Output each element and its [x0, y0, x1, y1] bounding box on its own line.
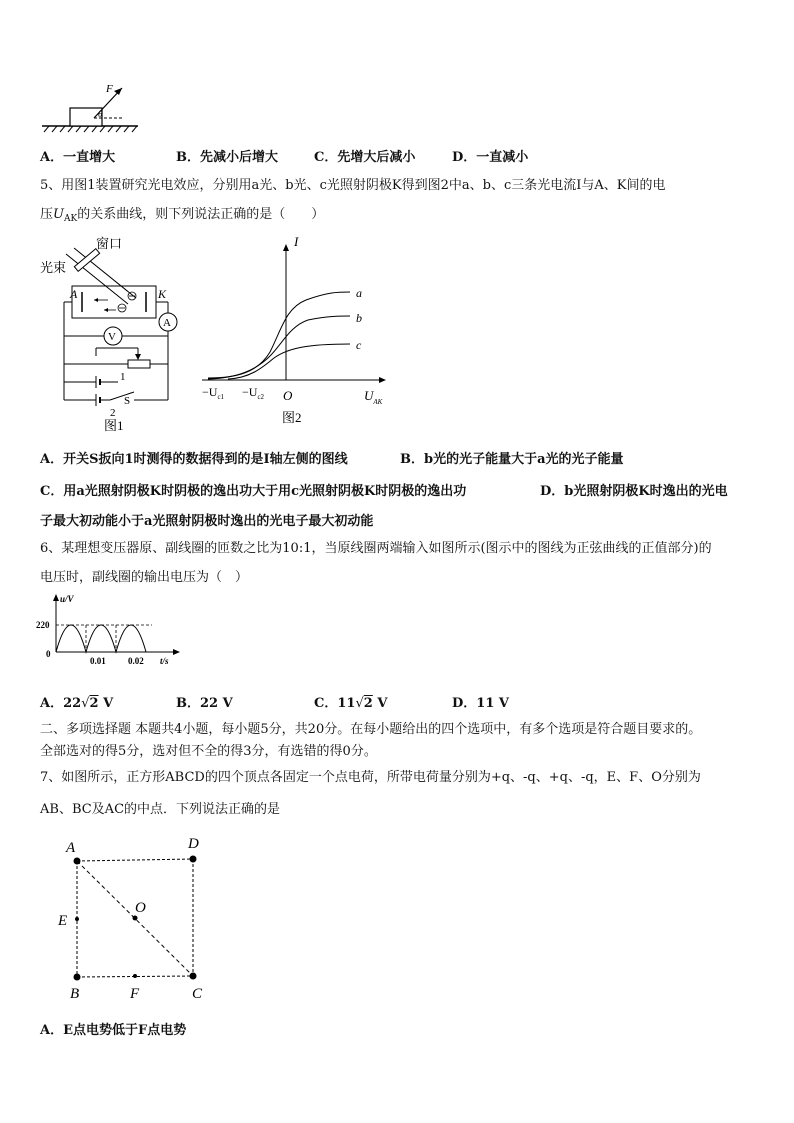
origin-label: O — [283, 388, 293, 403]
section2-instructions-line1: 二、多项选择题 本题共4小题，每小题5分，共20分。在每小题给出的四个选项中，有多个选项是符合题目要求的。 — [40, 722, 702, 737]
q5-option-d-line1: D．b光照射阴极K时逸出的光电 — [540, 484, 728, 499]
figure1-caption: 图1 — [104, 418, 124, 432]
charge-b — [74, 974, 81, 981]
q5-option-d-line2: 子最大初动能小于a光照射阴极时逸出的光电子最大初动能 — [40, 514, 374, 529]
q5-figure1-circuit — [38, 232, 188, 432]
q5-option-a: A．开关S扳向1时测得的数据得到的是I轴左侧的图线 — [40, 452, 348, 467]
switch-pos1-label: 1 — [120, 371, 126, 383]
q6-x2: 0.02 — [128, 656, 144, 666]
section2-instructions-line2: 全部选对的得5分，选对但不全的得3分，有选错的得0分。 — [40, 744, 377, 759]
q6-xlabel: t/s — [160, 656, 169, 666]
q5-stem-line1: 5、用图1装置研究光电效应，分别用a光、b光、c光照射阴极K得到图2中a、b、c三条光电流I与A、K间的电 — [40, 178, 666, 193]
q4-option-a: A．一直增大 — [40, 150, 116, 165]
uak-axis-label: $U_{AK}$ — [364, 388, 383, 406]
uc2-label: $-U_{c2}$ — [242, 385, 265, 401]
q6-rectified-sine — [56, 625, 146, 652]
q7-square-figure — [50, 832, 220, 1008]
point-o — [133, 916, 138, 921]
q5-option-c: C．用a光照射阴极K时阴极的逸出功大于用c光照射阴极K时阴极的逸出功 — [40, 484, 467, 499]
switch-label: S — [124, 395, 131, 407]
q4-option-b: B．先减小后增大 — [176, 150, 278, 165]
charge-d — [190, 856, 197, 863]
q7-stem-line1: 7、如图所示，正方形ABCD的四个顶点各固定一个点电荷，所带电荷量分别为+q、-q、+q、-q，E、F、O分别为 — [40, 770, 701, 785]
charge-c — [190, 973, 197, 980]
ammeter-label: A — [163, 317, 171, 329]
vertex-c-label: C — [192, 986, 203, 1002]
q6-option-c: C．11√2 V — [314, 696, 388, 711]
q4-figure — [40, 80, 140, 136]
switch-pos2-label: 2 — [110, 407, 116, 419]
q6-option-b: B．22 V — [176, 696, 233, 711]
point-f — [133, 974, 137, 978]
curve-b — [208, 316, 350, 379]
q7-option-a: A．E点电势低于F点电势 — [40, 1023, 187, 1038]
curve-b-label: b — [356, 311, 362, 325]
point-e-label: E — [58, 913, 68, 929]
angle-label: θ — [98, 109, 103, 119]
i-axis-label: I — [294, 234, 299, 249]
point-f-label: F — [130, 986, 140, 1002]
q7-stem-line2: AB、BC及AC的中点．下列说法正确的是 — [40, 802, 281, 817]
curve-c — [228, 344, 350, 379]
q5-stem-line2: 压$U_{AK}$的关系曲线，则下列说法正确的是（ ） — [40, 207, 325, 224]
anode-label: A — [70, 287, 78, 301]
q5-figure2-iv-curves — [198, 232, 398, 432]
q6-stem-line2: 电压时，副线圈的输出电压为（ ） — [40, 570, 249, 585]
q6-ylabel: u/V — [60, 594, 74, 604]
vertex-b-label: B — [70, 986, 80, 1002]
beam-label: 光束 — [40, 260, 67, 275]
charge-a — [74, 858, 81, 865]
vertex-d-label: D — [188, 836, 199, 852]
q5-option-b: B．b光的光子能量大于a光的光子能量 — [400, 452, 624, 467]
curve-a-label: a — [356, 286, 362, 300]
q6-y220: 220 — [36, 620, 50, 630]
q6-option-a: A．22√2 V — [40, 696, 114, 711]
point-o-label: O — [135, 900, 146, 916]
q6-x1: 0.01 — [90, 656, 106, 666]
q6-voltage-graph — [36, 590, 186, 670]
curve-a — [208, 292, 350, 378]
curve-c-label: c — [356, 338, 362, 352]
voltmeter-label: V — [108, 331, 116, 343]
q4-option-c: C．先增大后减小 — [314, 150, 416, 165]
q4-option-d: D．一直减小 — [452, 150, 529, 165]
q6-stem-line1: 6、某理想变压器原、副线圈的匝数之比为10:1，当原线圈两端输入如图所示(图示中的图线为正弦曲线的正值部分)的 — [40, 541, 712, 556]
figure2-caption: 图2 — [282, 410, 302, 425]
force-label: F — [106, 83, 113, 95]
q6-y0: 0 — [46, 649, 51, 659]
cathode-label: K — [158, 287, 167, 301]
uc1-label: $-U_{c1}$ — [202, 385, 225, 401]
point-e — [75, 917, 79, 921]
vertex-a-label: A — [66, 840, 76, 856]
window-label: 窗口 — [96, 236, 123, 251]
q6-option-d: D．11 V — [452, 696, 509, 711]
